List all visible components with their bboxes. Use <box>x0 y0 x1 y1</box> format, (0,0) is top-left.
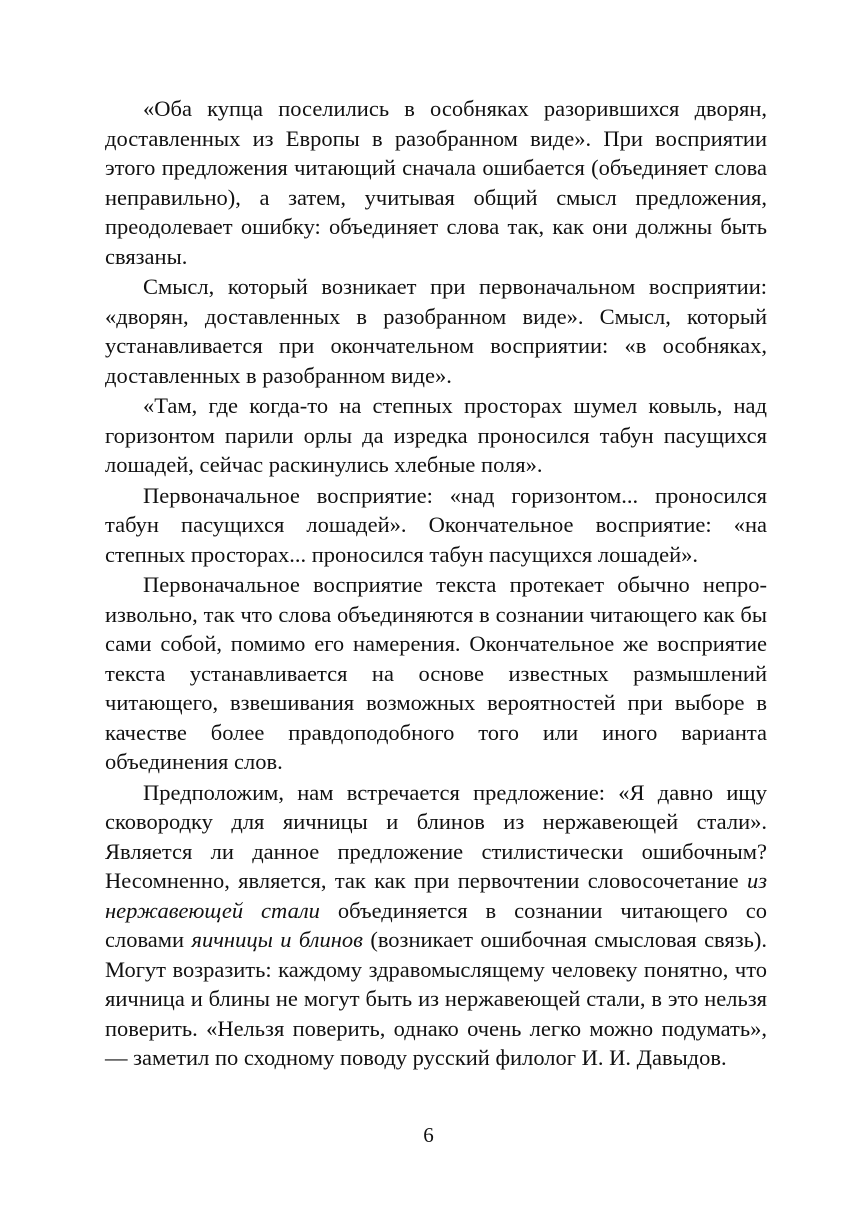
paragraph-6-text-3: (возникает ошибочная смысловая связь). Могут возразить: каждому здравомыслящему человеку понятно, что яичница и блины не могут быть из нержавеющей стали, в это нельзя поверить. «Нельзя поверить, однако очень легко можно подумать», — заметил по сходному поводу русский филолог И. И. Давыдов. <box>105 927 768 1070</box>
paragraph-4: Первоначальное восприятие: «над горизонтом... проносился табун пасущихся лошадей». Окончательное восприятие: «на степных просторах... проносился табун пасущихся лошадей». <box>105 482 767 567</box>
paragraph-6 <box>105 778 767 1073</box>
paragraph-6-text-2: объединяется в сознании читающего со словами <box>105 897 767 952</box>
body-text <box>105 94 767 1073</box>
paragraph-5: Первоначальное восприятие текста протекает обычно непроизвольно, так что слова объединяются в сознании читающего как бы сами собой, помимо его намерения. Окончательное же восприятие текста устанавливается на основе известных размышлений читающего, взвешивания возможных вероятностей при выборе в качестве более правдоподобного того или иного варианта объединения слов. <box>105 572 767 774</box>
paragraph-1: «Оба купца поселились в особняках разорившихся дворян, доставленных из Европы в разобранном виде». При восприятии этого предложения читающий сначала ошибается (объединяет слова неправильно), а затем, учитывая общий смысл предложения, преодолевает ошибку: объединяет слова так, как они должны быть связаны. <box>105 96 767 269</box>
paragraph-6-text-1: Предположим, нам встречается предложение: «Я давно ищу сковородку для яичницы и блинов из нержавеющей стали». Является ли данное предложение стилистически ошибочным? Несомненно, является, так как при первочтении словосочетание <box>105 779 767 893</box>
paragraph-6-italic-phrase-1: из нержавеющей стали <box>105 868 767 923</box>
paragraph-2: Смысл, который возникает при первоначальном восприятии: «дворян, доставленных в разобранном виде». Смысл, который устанавливается при окончательном восприятии: «в особняках, доставленных в разобранном виде». <box>105 274 767 388</box>
paragraph-6-italic-phrase-2: яичницы и блинов <box>191 927 363 952</box>
page-number: 6 <box>423 1123 434 1147</box>
paragraph-3: «Там, где когда-то на степных просторах шумел ковыль, над горизонтом парили орлы да изредка проносился табун пасущихся лошадей, сейчас раскинулись хлебные поля». <box>105 393 767 477</box>
